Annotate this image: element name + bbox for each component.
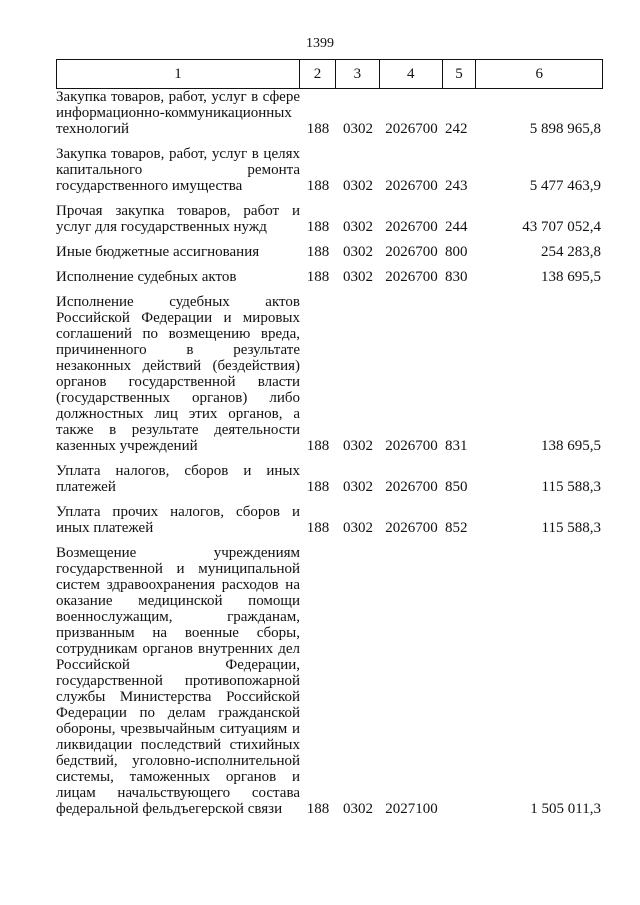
row-col3: 0302: [343, 121, 373, 137]
row-description: Возмещение учреждениям государственной и муниципальной систем здравоохранения расходов на оказание медицинской помощи военнослужащим, гражданам, призванным на военные сборы, сотрудникам органов внутренних дел Российской Федерации, государственной противопожарной службы Министерства Российской Федерации по делам гражданской обороны, чрезвычайным ситуациям и ликвидации последствий стихийных бедствий, уголовно-исполнительной системы, таможенных органов и лицам начальствующего состава федеральной фельдъегерской связи: [56, 545, 300, 817]
table-row: [56, 504, 603, 536]
row-col3: 0302: [343, 438, 373, 454]
row-description: Прочая закупка товаров, работ и услуг для государственных нужд: [56, 203, 300, 235]
row-amount: 138 695,5: [541, 269, 601, 285]
row-col4: 2027100: [385, 801, 438, 817]
row-col3: 0302: [343, 520, 373, 536]
row-description: Закупка товаров, работ, услуг в целях капитального ремонта государственного имущества: [56, 146, 300, 194]
row-description: Исполнение судебных актов: [56, 269, 237, 285]
row-col5: 243: [445, 178, 468, 194]
row-description: Уплата прочих налогов, сборов и иных платежей: [56, 504, 300, 536]
row-col2: 188: [306, 438, 330, 454]
table-row: [56, 146, 603, 194]
header-col-1: 1: [57, 60, 300, 88]
row-col4: 2026700: [385, 479, 438, 495]
table-row: [56, 545, 603, 817]
table-row: [56, 203, 603, 235]
row-amount: 5 477 463,9: [529, 178, 601, 194]
table-row: [56, 269, 603, 285]
row-col2: 188: [306, 269, 330, 285]
row-col4: 2026700: [385, 219, 438, 235]
row-col3: 0302: [343, 244, 373, 260]
row-col2: 188: [306, 121, 330, 137]
header-col-4: 4: [380, 60, 443, 88]
header-col-3: 3: [336, 60, 380, 88]
row-amount: 43 707 052,4: [522, 219, 601, 235]
row-col2: 188: [306, 520, 330, 536]
table-row: [56, 244, 603, 260]
table-body: [56, 89, 603, 826]
row-col5: 850: [445, 479, 468, 495]
row-description: Закупка товаров, работ, услуг в сфере информационно-коммуникационных технологий: [56, 89, 300, 137]
row-col2: 188: [306, 219, 330, 235]
table-header: [56, 59, 603, 89]
row-amount: 254 283,8: [541, 244, 601, 260]
row-col4: 2026700: [385, 244, 438, 260]
row-col3: 0302: [343, 801, 373, 817]
row-col5: 830: [445, 269, 468, 285]
table-row: [56, 89, 603, 137]
row-description: Иные бюджетные ассигнования: [56, 244, 260, 260]
row-col3: 0302: [343, 219, 373, 235]
table-row: [56, 463, 603, 495]
row-col2: 188: [306, 479, 330, 495]
row-col4: 2026700: [385, 520, 438, 536]
page-number: 1399: [306, 36, 334, 51]
row-col4: 2026700: [385, 121, 438, 137]
row-col5: 831: [445, 438, 468, 454]
row-col5: 852: [445, 520, 468, 536]
row-col2: 188: [306, 244, 330, 260]
row-col2: 188: [306, 178, 330, 194]
row-description: Исполнение судебных актов Российской Федерации и мировых соглашений по возмещению вреда, причиненного в результате незаконных действий (бездействия) органов государственной власти (государственных органов) либо должностных лиц этих органов, а также в результате деятельности казенных учреждений: [56, 294, 300, 454]
row-col4: 2026700: [385, 438, 438, 454]
row-col2: 188: [306, 801, 330, 817]
row-amount: 115 588,3: [541, 520, 601, 536]
row-col3: 0302: [343, 269, 373, 285]
table-row: [56, 294, 603, 454]
row-col5: 800: [445, 244, 468, 260]
row-description: Уплата налогов, сборов и иных платежей: [56, 463, 300, 495]
row-amount: 5 898 965,8: [529, 121, 601, 137]
row-amount: 1 505 011,3: [530, 801, 601, 817]
header-col-2: 2: [300, 60, 336, 88]
row-col3: 0302: [343, 479, 373, 495]
row-amount: 138 695,5: [541, 438, 601, 454]
row-col5: 242: [445, 121, 468, 137]
header-col-5: 5: [443, 60, 477, 88]
row-col5: 244: [445, 219, 468, 235]
row-col4: 2026700: [385, 178, 438, 194]
header-col-6: 6: [535, 65, 543, 82]
row-col3: 0302: [343, 178, 373, 194]
row-col4: 2026700: [385, 269, 438, 285]
row-amount: 115 588,3: [541, 479, 601, 495]
